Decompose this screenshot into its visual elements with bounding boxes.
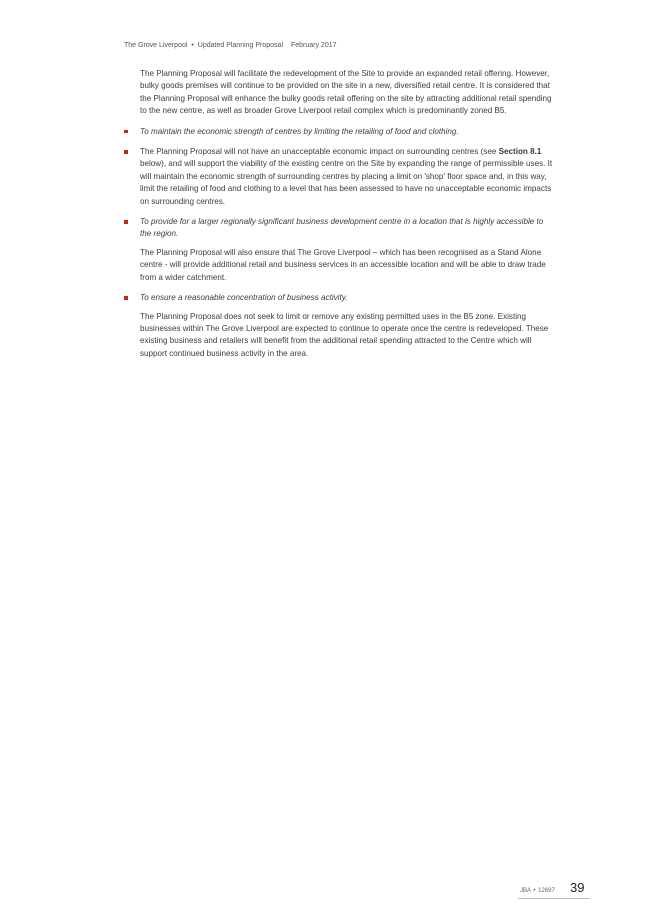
- page-header: [124, 42, 337, 49]
- header-date: February 2017: [290, 42, 337, 49]
- header-separator: •: [191, 42, 194, 49]
- bullet-text-post: below), and will support the viability of the existing centre on the Site by expanding the range of permissible uses. It will maintain the economic strength of surrounding centres by placing a limit on 'shop' floor space and, in this way, limit the retailing of food and clothing to a level that has been assessed to have no unacceptable economic impacts on surrounding centres.: [140, 159, 553, 206]
- page-footer: [518, 880, 590, 902]
- bullet-item-business-activity: [124, 292, 556, 304]
- bullet-text: To provide for a larger regionally significant business development centre in a location that is highly accessible to the region.: [140, 217, 544, 239]
- section-reference: Section 8.1: [498, 147, 542, 157]
- bullet-item-regional-centre: [124, 216, 556, 241]
- bullet-marker-icon: [124, 150, 128, 154]
- footer-org: JBA: [520, 888, 531, 894]
- header-doc-title: The Grove Liverpool: [124, 42, 188, 49]
- bullet-marker-icon: [124, 220, 128, 224]
- bullet-text: To maintain the economic strength of centres by limiting the retailing of food and clothing.: [140, 126, 459, 136]
- paragraph-retail-offering: The Planning Proposal will facilitate the redevelopment of the Site to provide an expanded retail offering. However, bulky goods premises will continue to be provided on the site in a new, diversified retail centre. It is considered that the Planning Proposal will enhance the bulky goods retail offering on the site by attracting additional retail spending to the new centre, as well as broader Grove Liverpool retail complex which is predominantly zoned B5.: [140, 69, 552, 116]
- bullet-text: To ensure a reasonable concentration of business activity.: [140, 293, 348, 303]
- bullet-item-economic-impact: [124, 146, 556, 208]
- bullet-item-economic-strength: [124, 126, 556, 138]
- bullet-marker-icon: [124, 130, 128, 134]
- footer-ref-number: 12697: [538, 888, 555, 894]
- footer-divider: [518, 898, 590, 899]
- footer-reference: [520, 888, 555, 894]
- paragraph-stand-alone-centre: The Planning Proposal will also ensure that The Grove Liverpool – which has been recognised as a Stand Alone centre - will provide additional retail and business services in an accessible location and will be able to draw trade from a wider catchment.: [140, 247, 546, 282]
- header-doc-subtitle: Updated Planning Proposal: [197, 42, 284, 49]
- page-body: [124, 68, 556, 360]
- footer-separator: •: [533, 888, 536, 894]
- bullet-marker-icon: [124, 296, 128, 300]
- bullet-text-pre: The Planning Proposal will not have an unacceptable economic impact on surrounding centres (see: [140, 147, 499, 157]
- page-number: 39: [570, 880, 585, 895]
- paragraph-existing-businesses: The Planning Proposal does not seek to limit or remove any existing permitted uses in the B5 zone. Existing businesses within The Grove Liverpool are expected to continue to operate once the centre is redeveloped. These existing business and retailers will benefit from the additional retail spending attracted to the Centre which will support continued business activity in the area.: [140, 311, 549, 358]
